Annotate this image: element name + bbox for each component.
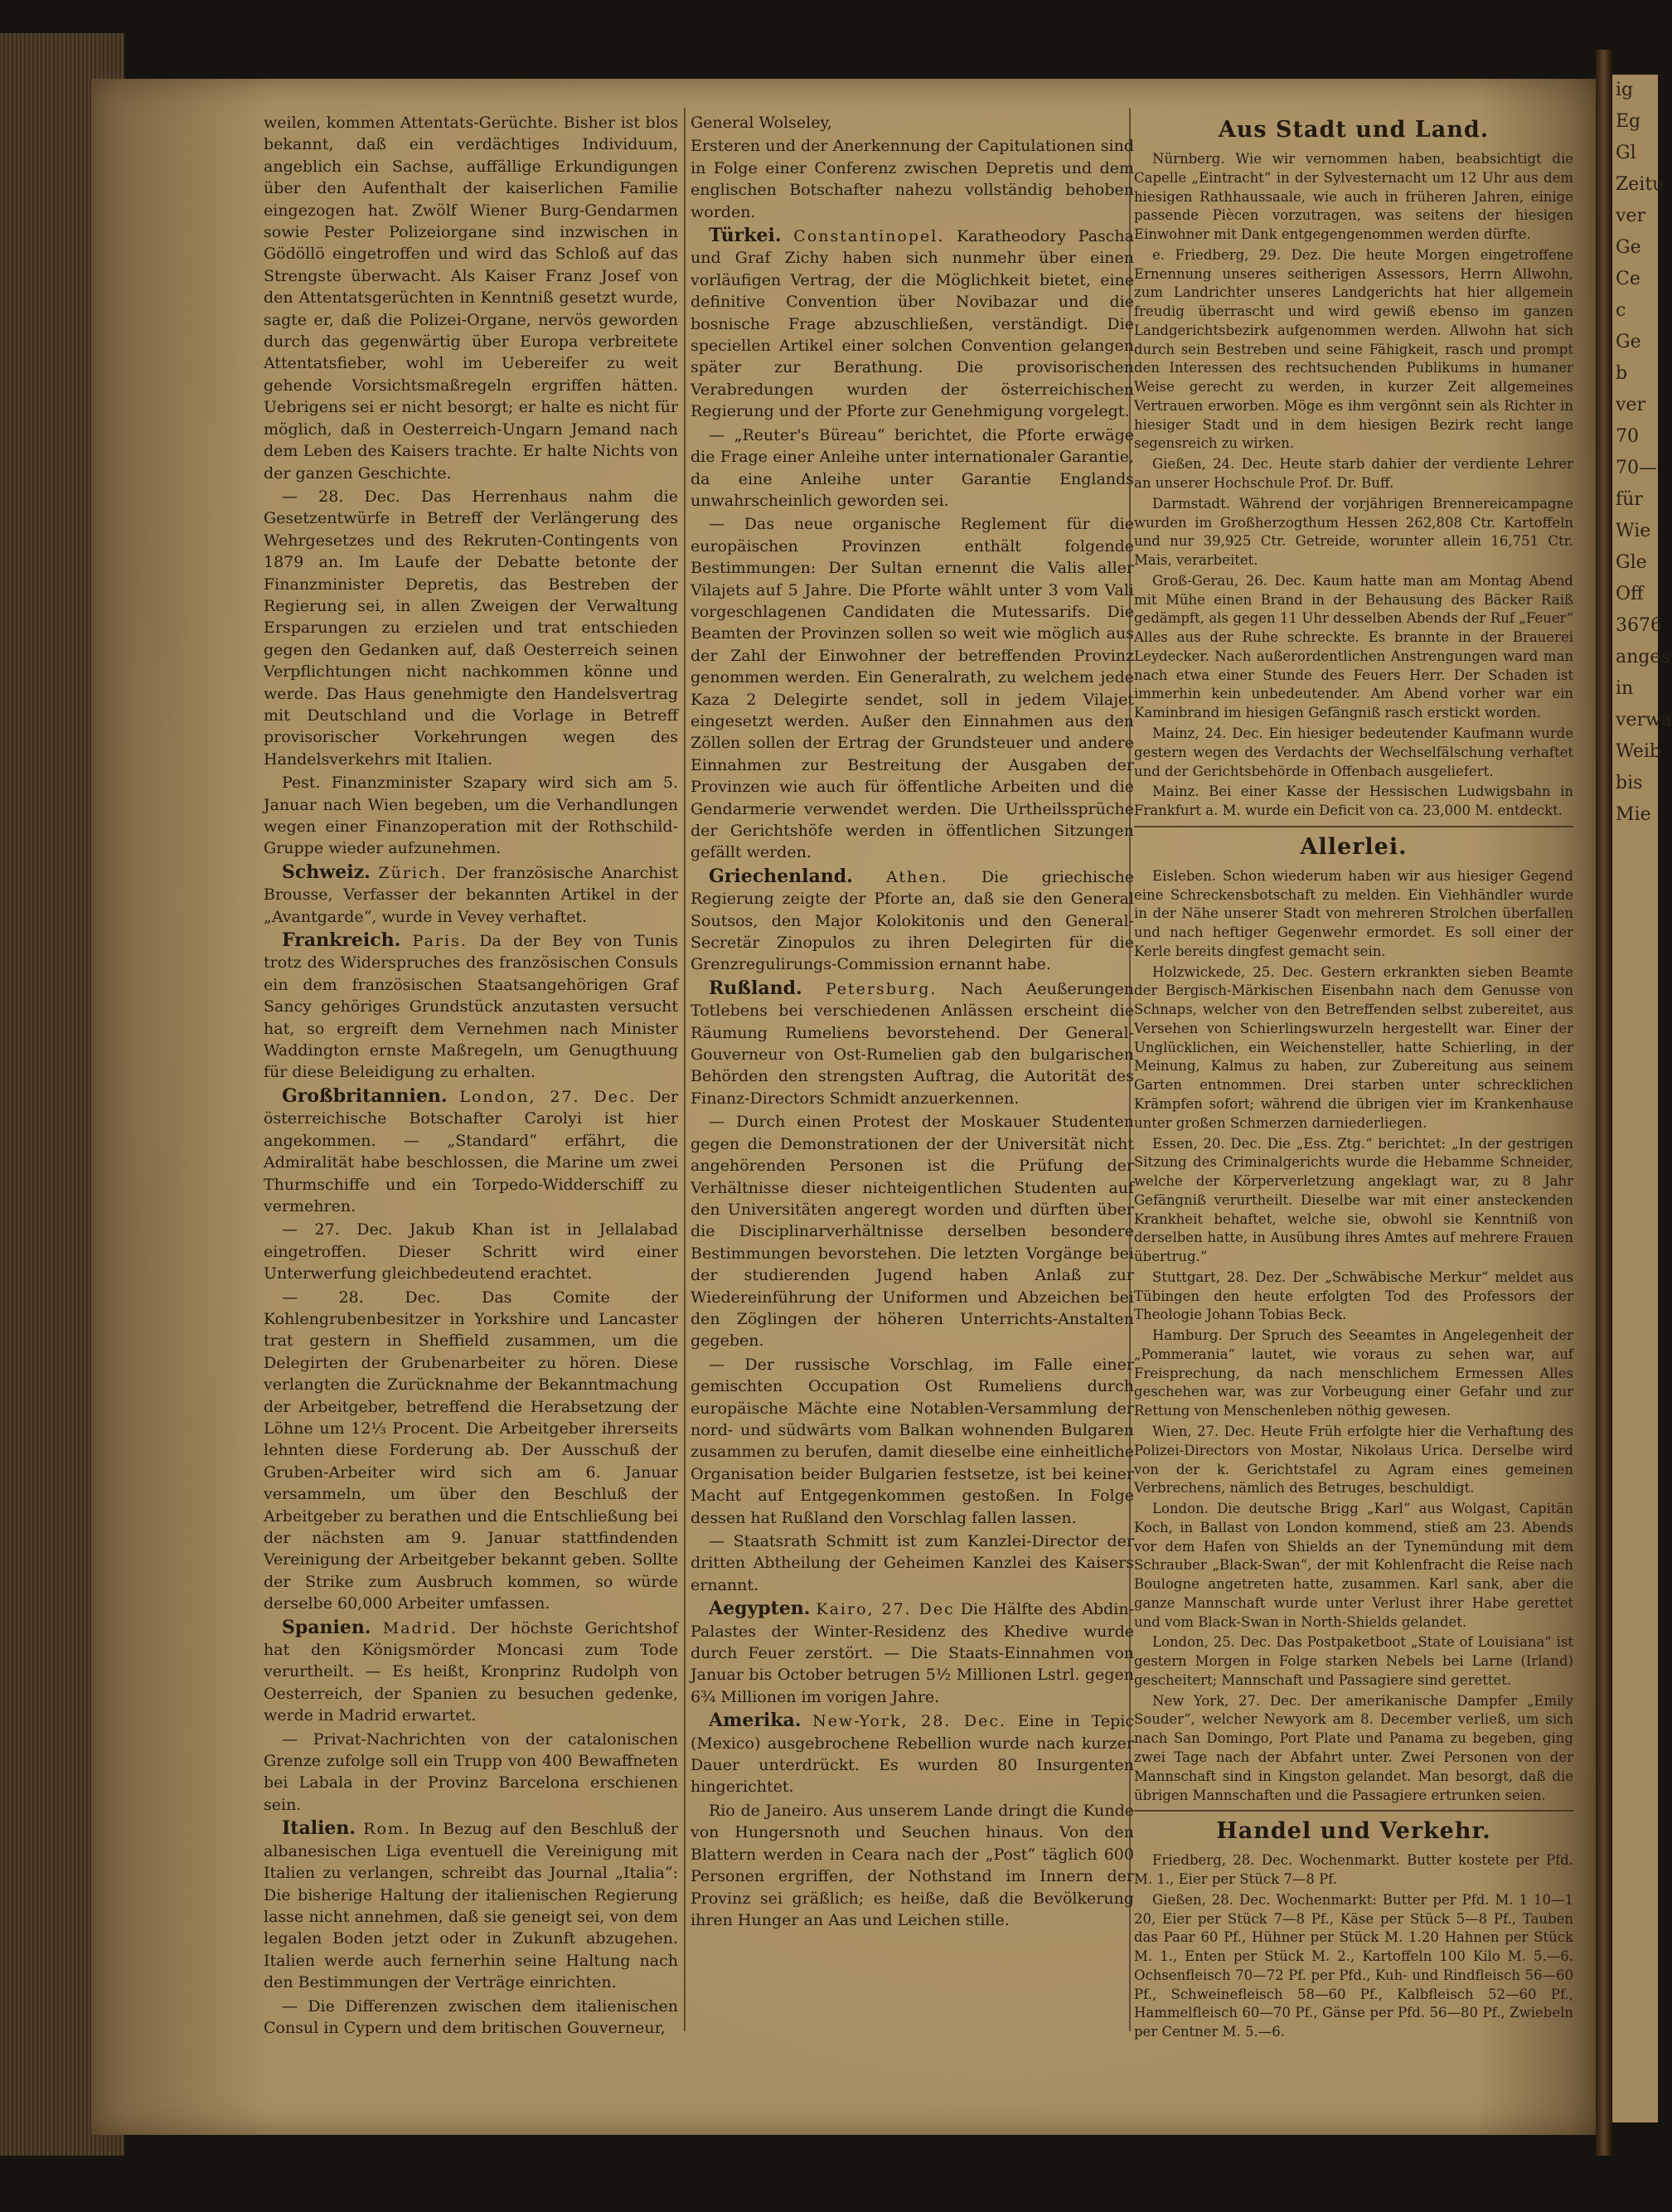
next-page-fragment: 70— <box>1616 458 1657 478</box>
article-text: Der österreichische Botschafter Carolyi ist hier angekommen. — „Standard“ erfährt, die Admiralität habe beschlossen, die Marine um zwei Thurmschiffe und ein Torpedo-Widderschiff zu vermehren. <box>264 1087 678 1215</box>
article-paragraph: New York, 27. Dec. Der amerikanische Dampfer „Emily Souder“, welcher Newyork am 8. December verließ, um sich nach San Domingo, Port Plate und Panama zu begeben, ging zwei Tage nach der Abfahrt unter. Zwei Personen von der Mannschaft sind in Kingston gelandet. Man besorgt, daß die übrigen Mannschaften und die Passagiere ertrunken seien. <box>1134 1692 1573 1803</box>
article-text: Der höchste Gerichtshof hat den Königsmörder Moncasi zum Tode verurtheilt. — Es heißt, Kronprinz Rudolph von Oesterreich, der Spanien zu besuchen gedenke, werde in Madrid erwartet. <box>264 1618 678 1725</box>
article-paragraph: e. Friedberg, 29. Dez. Die heute Morgen eingetroffene Ernennung unseres seitherigen Assessors, Herrn Allwohn, zum Landrichter unseres Landgerichts hat hier allgemein freudig überrascht und wird gewiß ebenso im ganzen Landgerichtsbezirk aufgenommen werden. Allwohn hat sich durch sein Bestreben und seine Fähigkeit, rasch und prompt den Interessen des rechtsuchenden Publikums in humaner Weise gerecht zu werden, in kurzer Zeit allgemeines Vertrauen erworben. Möge es ihm vergönnt sein als Richter in hiesiger Stadt und in dem hiesigen Bezirk recht lange segensreich zu wirken. <box>1134 246 1573 452</box>
article-paragraph: — Staatsrath Schmitt ist zum Kanzlei-Director der dritten Abtheilung der Geheimen Kanzlei des Kaisers ernannt. <box>691 1532 1134 1594</box>
article-paragraph: — Das neue organische Reglement für die europäischen Provinzen enthält folgende Bestimmungen: Der Sultan ernennt die Valis aller Vilajets auf 5 Jahre. Die Pforte wählt unter 3 vom Vali vorgeschlagenen Candidaten die Mutessarifs. Die Beamten der Provinzen sollen so weit wie möglich aus der Zahl der Einwohner der betreffenden Provinz genommen werden. Ein Generalrath, zu welchem jede Kaza 2 Delegirte sendet, soll in jedem Vilajet eingesetzt werden. Außer den Einnahmen aus den Zöllen sollen der Ertrag der Grundsteuer und andere Einnahmen zur Bestreitung der Ausgaben der Provinzen wie auch für öffentliche Arbeiten und die Gendarmerie verwendet werden. Die Urtheilssprüche der Gerichtshöfe werden in öffentlichen Sitzungen gefällt werden. <box>691 515 1134 862</box>
article-paragraph: weilen, kommen Attentats-Gerüchte. Bisher ist blos bekannt, daß ein verdächtiges Individuum, angeblich ein Sachse, auffällige Erkundigungen über den Aufenthalt der kaiserlichen Familie eingezogen hat. Zwölf Wiener Burg-Gendarmen sowie Pester Polizeiorgane sind inzwischen in Gödöllö eingetroffen und wird das Schloß auf das Strengste überwacht. Als Kaiser Franz Josef von den Attentatsgerüchten in Kenntniß gesetzt wurde, sagte er, daß die Polizei-Organe, nervös geworden durch das gegenwärtig über Europa verbreitete Attentatsfieber, wohl im Uebereifer zu weit gehende Vorsichtsmaßregeln ergriffen hätten. Uebrigens sei er nicht besorgt; er halte es nicht für möglich, daß in Oesterreich-Ungarn Jemand nach dem Leben des Kaisers trachte. Er halte Nichts von der ganzen Geschichte. <box>264 114 678 483</box>
city-dateline: Madrid. <box>382 1618 458 1637</box>
next-page-fragment: Wie <box>1616 521 1651 541</box>
article-text: Die griechische Regierung zeigte der Pforte an, daß sie den General Soutsos, den Major Kolokitonis und den General-Secretär Zinopulos zu ihren Delegirten für die Grenzregulirungs-Commission ernannt habe. <box>691 867 1134 974</box>
next-page-fragment: ver <box>1616 395 1645 415</box>
article-paragraph: Stuttgart, 28. Dez. Der „Schwäbische Merkur“ meldet aus Tübingen den heute erfolgten Tod des Professors der Theologie Johann Tobias Beck. <box>1134 1269 1573 1323</box>
article-paragraph: Friedberg, 28. Dec. Wochenmarkt. Butter kostete per Pfd. M. 1., Eier per Stück 7—8 Pf. <box>1134 1852 1573 1888</box>
article-tuerkei <box>691 225 1134 423</box>
country-heading: Schweiz. <box>282 861 371 883</box>
article-frankreich <box>264 929 678 1084</box>
article-griechenland <box>691 866 1134 976</box>
article-grossbritannien <box>264 1085 678 1217</box>
article-paragraph: Pest. Finanzminister Szapary wird sich am 5. Januar nach Wien begeben, um die Verhandlungen wegen einer Finanzoperation mit der Rothschild-Gruppe wieder aufzunehmen. <box>264 774 678 858</box>
column-local-news <box>1134 112 1573 2044</box>
article-paragraph: — 28. Dec. Das Comite der Kohlengrubenbesitzer in Yorkshire und Lancaster trat gestern in Sheffield zusammen, um die Delegirten der Grubenarbeiter zu hören. Diese verlangten die Zurücknahme der Bekanntmachung der Arbeitgeber, betreffend die Herabsetzung der Löhne um 12⅓ Procent. Die Arbeitgeber ihrerseits lehnten diese Forderung ab. Der Ausschuß der Gruben-Arbeiter wird sich am 6. Januar versammeln, um über den Beschluß der Arbeitgeber zu berathen und die Entschließung bei der nächsten am 9. Januar stattfindenden Vereinigung der Arbeitgeber bekannt geben. Sollte der Strike zum Ausbruch kommen, so würde derselbe 60,000 Arbeiter umfassen. <box>264 1288 678 1613</box>
article-paragraph: Darmstadt. Während der vorjährigen Brennereicampagne wurden im Großherzogthum Hessen 262,808 Ctr. Kartoffeln und nur 39,925 Ctr. Getreide, worunter allein 16,751 Ctr. Mais, verarbeitet. <box>1134 495 1573 569</box>
article-paragraph: Mainz. Bei einer Kasse der Hessischen Ludwigsbahn in Frankfurt a. M. wurde ein Deficit von ca. 23,000 M. entdeckt. <box>1134 783 1573 819</box>
article-paragraph: General Wolseley, <box>691 114 832 132</box>
next-page-fragment: Gle <box>1616 552 1647 573</box>
article-paragraph: — Durch einen Protest der Moskauer Studenten gegen die Demonstrationen der der Universität nicht angehörenden Personen ist die Prüfung der Verhältnisse dieser nichteigentlichen Studenten auf den Universitäten angeregt worden und dürften über die Disciplinarverhältnisse derselben besondere Bestimmungen bevorstehen. Die letzten Vorgänge bei der studierenden Jugend haben Anlaß zur Wiedereinführung der Uniformen und Abzeichen bei den Zöglingen der höheren Unterrichts-Anstalten gegeben. <box>691 1113 1134 1351</box>
next-page-fragment: ver <box>1616 206 1645 226</box>
article-paragraph: Gießen, 24. Dec. Heute starb dahier der verdiente Lehrer an unserer Hochschule Prof. Dr. Buff. <box>1134 456 1573 492</box>
article-text: Nach Aeußerungen Totlebens bei verschiedenen Anlässen erscheint die Räumung Rumeliens bevorstehend. Der General-Gouverneur von Ost-Rumelien gab den bulgarischen Behörden den strengsten Auftrag, die Autorität des Finanz-Directors Schmidt anzuerkennen. <box>691 979 1134 1108</box>
next-page-fragment: verwa <box>1616 710 1672 730</box>
country-heading: Spanien. <box>282 1616 371 1638</box>
article-paragraph: London, 25. Dec. Das Postpaketboot „State of Louisiana“ ist gestern Morgen in Folge starken Nebels bei Larne (Irland) gescheitert; Mannschaft und Passagiere sind gerettet. <box>1134 1634 1573 1688</box>
article-paragraph: Hamburg. Der Spruch des Seeamtes in Angelegenheit der „Pommerania“ lautet, wie voraus zu sehen war, auf Freisprechung, da nach menschlichem Ermessen Alles geschehen war, was zur Vorbeugung einer Gefahr und zur Rettung von Menschenleben nöthig gewesen. <box>1134 1327 1573 1419</box>
country-heading: Großbritannien. <box>282 1084 448 1107</box>
next-page-fragment: 70 <box>1616 426 1639 447</box>
article-text: Eine in Tepic (Mexico) ausgebrochene Rebellion wurde nach kurzer Dauer unterdrückt. Es wurden 80 Insurgenten hingerichtet. <box>691 1712 1134 1797</box>
next-page-fragment: Eg <box>1616 111 1641 132</box>
country-heading: Türkei. <box>709 225 782 247</box>
article-paragraph: Mainz, 24. Dec. Ein hiesiger bedeutender Kaufmann wurde gestern wegen des Verdachts der Wechselfälschung verhaftet und der Gerichtsbehörde in Offenbach ausgeliefert. <box>1134 725 1573 779</box>
section-divider <box>1134 826 1573 827</box>
article-paragraph: Ersteren und der Anerkennung der Capitulationen sind in Folge einer Conferenz zwischen Depretis und dem englischen Botschafter nahezu vollständig behoben worden. <box>691 137 1134 221</box>
section-divider <box>1134 1810 1573 1812</box>
article-text: Karatheodory Pascha und Graf Zichy haben sich nunmehr über einen vorläufigen Vertrag, der die Möglichkeit bietet, eine definitive Convention über Novibazar und die bosnische Frage abzuschließen, verständigt. Die speciellen Artikel einer solchen Convention gelangen später zur Berathung. Die provisorischen Verabredungen wurden der österreichischen Regierung und der Pforte zur Genehmigung vorgelegt. <box>691 227 1134 421</box>
country-heading: Aegypten. <box>709 1598 811 1620</box>
next-page-fragment: für <box>1616 489 1643 510</box>
next-page-fragment: 3676 <box>1616 615 1662 636</box>
article-paragraph: Groß-Gerau, 26. Dec. Kaum hatte man am Montag Abend mit Mühe einen Brand in der Behausung des Bäcker Raiß gedämpft, als gegen 11 Uhr desselben Abends der Ruf „Feuer“ Alles aus der Ruhe schreckte. Es brannte in der Brauerei Leydecker. Nach außerordentlichen Anstrengungen ward man nach etwa einer Stunde des Feuers Herr. Der Schaden ist immerhin kein unbedeutender. Am Abend vorher war ein Kaminbrand im hiesigen Gefängniß rasch erstickt worden. <box>1134 572 1573 721</box>
book-gutter <box>1596 50 1612 2156</box>
next-page-fragment: bis <box>1616 773 1643 793</box>
section-title-allerlei: Allerlei. <box>1300 833 1408 860</box>
next-page-fragment: Ce <box>1616 269 1640 289</box>
next-page-fragment: in <box>1616 678 1634 699</box>
article-paragraph: Holzwickede, 25. Dec. Gestern erkrankten sieben Beamte der Bergisch-Märkischen Eisenbahn nach dem Genusse von Schnaps, welcher von den Betreffenden selbst zubereitet, aus Versehen von Schierlingswurzeln hergestellt war. Einer der Unglücklichen, ein Weichensteller, hatte Schierling, in der Meinung, Kalmus zu haben, zur Zubereitung aus seinem Garten entnommen. Drei starben unter schrecklichen Krämpfen sofort; während die übrigen vier im Krankenhause unter großen Schmerzen darniederliegen. <box>1134 963 1573 1131</box>
next-page-edge <box>1612 75 1672 2122</box>
next-page-fragment: Ge <box>1616 332 1641 352</box>
city-dateline: London, 27. Dec. <box>459 1087 637 1106</box>
article-aegypten <box>691 1598 1134 1708</box>
article-paragraph: — Der russische Vorschlag, im Falle einer gemischten Occupation Ost Rumeliens durch europäische Mächte eine Notablen-Versammlung der nord- und südwärts vom Balkan wohnenden Bulgaren zusammen zu berufen, damit dieselbe eine einheitliche Organisation beider Bulgarien festsetze, ist bei keiner Macht auf Entgegenkommen gestoßen. In Folge dessen hat Rußland den Vorschlag fallen lassen. <box>691 1355 1134 1527</box>
next-page-fragment: Weib <box>1616 741 1661 762</box>
article-paragraph: Eisleben. Schon wiederum haben wir aus hiesiger Gegend eine Schreckensbotschaft zu melden. Ein Viehhändler wurde in der Nähe unserer Stadt von mehreren Strolchen überfallen und nach heftiger Gegenwehr ermordet. Es soll einer der Kerle bereits dingfest gemacht sein. <box>1134 867 1573 959</box>
article-text: Der französische Anarchist Brousse, Verfasser der bekannten Artikel in der „Avantgarde“, wurde in Vevey verhaftet. <box>264 863 679 926</box>
city-dateline: Kairo, 27. Dec <box>816 1600 955 1619</box>
city-dateline: Zürich. <box>378 863 448 882</box>
article-paragraph: Essen, 20. Dec. Die „Ess. Ztg.“ berichtet: „In der gestrigen Sitzung des Criminalgerichts wurde die Hebamme Schneider, welche der Körperverletzung angeklagt war, zu 8 Jahr Gefängniß verurtheilt. Dieselbe war mit einer ansteckenden Krankheit behaftet, welche sie, obwohl sie Kenntniß von derselben hatte, in Ausübung ihres Amtes auf mehrere Frauen übertrug.“ <box>1134 1135 1573 1265</box>
article-text: Da der Bey von Tunis trotz des Widerspruches des französischen Consuls ein dem französischen Staatsangehörigen Graf Sancy gehöriges Grundstück anzutasten versucht hat, so ergreift dem Vernehmen nach Minister Waddington ernste Maßregeln, um Genugthuung für diese Beleidigung zu erhalten. <box>264 932 679 1082</box>
country-heading: Frankreich. <box>282 929 401 952</box>
city-dateline: Athen. <box>885 867 948 886</box>
section-title-handel-und-verkehr: Handel und Verkehr. <box>1216 1818 1491 1845</box>
article-spanien <box>264 1617 678 1727</box>
next-page-fragment: ig <box>1616 80 1634 100</box>
city-dateline: Paris. <box>412 932 468 951</box>
next-page-fragment: Ge <box>1616 237 1641 258</box>
article-russland <box>691 977 1134 1109</box>
next-page-fragment: Off <box>1616 584 1644 604</box>
article-paragraph: — 27. Dec. Jakub Khan ist in Jellalabad eingetroffen. Dieser Schritt wird einer Unterwerfung gleichbedeutend erachtet. <box>264 1220 678 1283</box>
next-page-fragment: Zeitu <box>1616 174 1665 195</box>
article-schweiz <box>264 861 678 928</box>
country-heading: Italien. <box>282 1817 356 1840</box>
city-dateline: Constantinopel. <box>793 227 945 246</box>
article-paragraph: — Die Differenzen zwischen dem italienischen Consul in Cypern und dem britischen Gouverneur, <box>264 1996 678 2037</box>
column-politics-2 <box>691 112 1134 1933</box>
next-page-fragment: c <box>1616 300 1626 321</box>
next-page-fragment: anges <box>1616 647 1670 667</box>
city-dateline: New-York, 28. Dec. <box>812 1712 1007 1731</box>
section-title-stadt-und-land: Aus Stadt und Land. <box>1218 117 1490 143</box>
country-heading: Griechenland. <box>709 865 853 887</box>
country-heading: Amerika. <box>709 1710 802 1732</box>
article-paragraph: — Privat-Nachrichten von der catalonischen Grenze zufolge soll ein Trupp von 400 Bewaffneten bei Labala in der Provinz Barcelona erschienen sein. <box>264 1729 678 1814</box>
article-text: In Bezug auf den Beschluß der albanesischen Liga eventuell die Vereinigung mit Italien zu verlangen, schreibt das Journal „Italia“: Die bisherige Haltung der italienischen Regierung lasse nicht annehmen, daß sie geneigt sei, von dem legalen Boden jetzt oder in Zukunft abzugehen. Italien werde auch fernerhin seine Haltung nach den Bestimmungen der Verträge einrichten. <box>264 1820 678 1992</box>
article-paragraph: — 28. Dec. Das Herrenhaus nahm die Gesetzentwürfe in Betreff der Verlängerung des Wehrgesetzes und des Rekruten-Contingents von 1879 an. Im Laufe der Debatte betonte der Finanzminister Depretis, das Bestreben der Regierung sei, in allen Zweigen der Verwaltung Ersparungen zu erzielen und trat entschieden gegen den Gedanken auf, daß Oesterreich seinen Verpflichtungen nicht nachkommen könne und werde. Das Haus genehmigte den Handelsvertrag mit Deutschland und die Vorlage in Betreff provisorischer Vorkehrungen wegen des Handelsverkehrs mit Italien. <box>264 487 678 769</box>
article-paragraph: Nürnberg. Wie wir vernommen haben, beabsichtigt die Capelle „Eintracht“ in der Sylvesternacht um 12 Uhr aus dem hiesigen Rathhaussaale, wie auch in früheren Jahren, einige passende Piècen vorzutragen, was seitens der hiesigen Einwohner mit Dank entgegengenommen werden dürfte. <box>1134 151 1573 243</box>
column-politics-1 <box>264 112 678 2040</box>
country-heading: Rußland. <box>709 977 802 999</box>
article-text: Die Hälfte des Abdin-Palastes der Winter-Residenz des Khedive wurde durch Feuer zerstört. — Die Staats-Einnahmen von Januar bis October betrugen 5½ Millionen Lstrl. gegen 6¾ Millionen im vorigen Jahre. <box>691 1600 1134 1706</box>
city-dateline: Petersburg. <box>825 979 938 998</box>
article-italien <box>264 1817 678 1993</box>
article-paragraph: Rio de Janeiro. Aus unserem Lande dringt die Kunde von Hungersnoth und Seuchen hinaus. Von den Blattern werden in Ceara nach der „Post“ täglich 600 Personen ergriffen, der Nothstand im Innern der Provinz sei gräßlich; es heiße, daß die Bevölkerung ihren Hunger an Aas und Leichen stille. <box>691 1801 1134 1929</box>
article-amerika <box>691 1710 1134 1798</box>
next-page-fragment: b <box>1616 363 1628 384</box>
city-dateline: Rom. <box>363 1820 412 1839</box>
article-paragraph: Wien, 27. Dec. Heute Früh erfolgte hier die Verhaftung des Polizei-Directors von Mostar, Nikolaus Urica. Derselbe wird von der k. Gerichtstafel zu Agram eines gemeinen Verbrechens, nämlich des Betruges, beschuldigt. <box>1134 1424 1573 1496</box>
column-divider-1 <box>684 108 686 2031</box>
next-page-fragment: Gl <box>1616 143 1636 163</box>
article-paragraph: — „Reuter's Büreau“ berichtet, die Pforte erwäge die Frage einer Anleihe unter internationaler Garantie, da eine Anleihe unter Garantie Englands unwahrscheinlich geworden sei. <box>691 425 1134 510</box>
article-paragraph: London. Die deutsche Brigg „Karl“ aus Wolgast, Capitän Koch, in Ballast von London kommend, stieß am 23. Abends vor dem Hafen von Shields an der Tynemündung mit dem Schrauber „Black-Swan“, der mit Kohlenfracht die Reise nach Boulogne angetreten hatte, zusammen. Karl sank, aber die ganze Mannschaft wurde unter Verlust ihrer Habe gerettet und vom Black-Swan in North-Shields gelandet. <box>1134 1501 1573 1630</box>
next-page-fragment: Mie <box>1616 804 1651 825</box>
article-paragraph: Gießen, 28. Dec. Wochenmarkt: Butter per Pfd. M. 1 10—1 20, Eier per Stück 7—8 Pf., Käse per Stück 5—8 Pf., Tauben das Paar 60 Pf., Hühner per Stück M. 1.20 Hahnen per Stück M. 1., Enten per Stück M. 2., Kartoffeln 100 Kilo M. 5.—6. Ochsenfleisch 70—72 Pf. per Pfd., Kuh- und Rindfleisch 56—60 Pf., Schweinefleisch 58—60 Pf., Kalbfleisch 52—60 Pf., Hammelfleisch 60—70 Pf., Gänse per Pfd. 56—80 Pf., Zwiebeln per Centner M. 5.—6. <box>1134 1891 1573 2040</box>
